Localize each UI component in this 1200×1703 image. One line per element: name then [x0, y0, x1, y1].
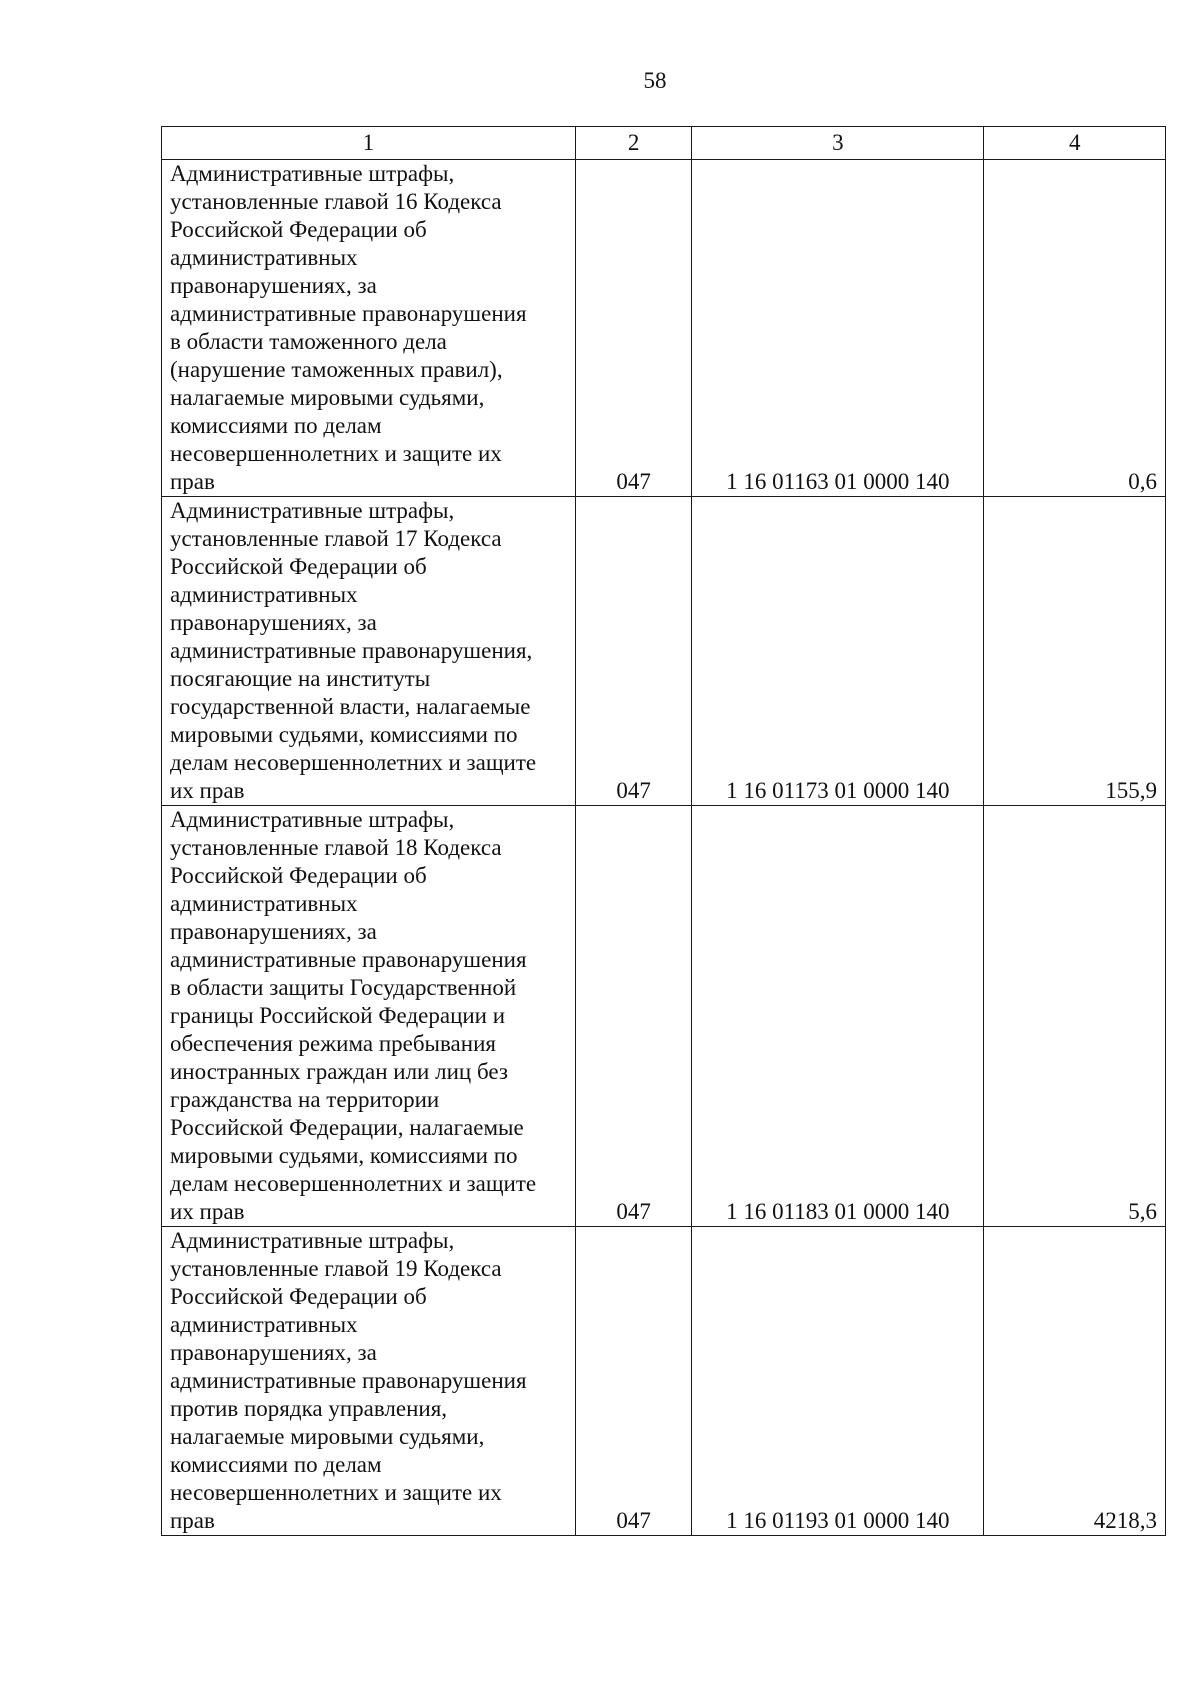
row-kbk-code: 1 16 01193 01 0000 140 — [692, 1227, 984, 1536]
row-admin-code: 047 — [575, 806, 692, 1227]
budget-revenue-table — [161, 126, 1166, 1536]
row-admin-code: 047 — [575, 1227, 692, 1536]
column-header-3: 3 — [692, 127, 984, 160]
row-kbk-code: 1 16 01173 01 0000 140 — [692, 497, 984, 806]
table-row — [162, 497, 1166, 806]
column-header-1: 1 — [162, 127, 576, 160]
page-number: 58 — [643, 68, 667, 93]
row-amount: 155,9 — [984, 497, 1166, 806]
table-row — [162, 1227, 1166, 1536]
table-row — [162, 160, 1166, 497]
row-kbk-code: 1 16 01183 01 0000 140 — [692, 806, 984, 1227]
row-description: Административные штрафы, установленные главой 17 Кодекса Российской Федерации об административных правонарушениях, за административные правонарушения, посягающие на институты государственной власти, налагаемые мировыми судьями, комиссиями по делам несовершеннолетних и защите их прав — [162, 497, 576, 806]
row-admin-code: 047 — [575, 497, 692, 806]
row-amount: 0,6 — [984, 160, 1166, 497]
column-header-2: 2 — [575, 127, 692, 160]
row-kbk-code: 1 16 01163 01 0000 140 — [692, 160, 984, 497]
row-admin-code: 047 — [575, 160, 692, 497]
row-amount: 5,6 — [984, 806, 1166, 1227]
row-amount: 4218,3 — [984, 1227, 1166, 1536]
table-header-row — [162, 127, 1166, 160]
row-description: Административные штрафы, установленные главой 16 Кодекса Российской Федерации об административных правонарушениях, за административные правонарушения в области таможенного дела (нарушение таможенных правил), налагаемые мировыми судьями, комиссиями по делам несовершеннолетних и защите их прав — [162, 160, 576, 497]
column-header-4: 4 — [984, 127, 1166, 160]
row-description: Административные штрафы, установленные главой 19 Кодекса Российской Федерации об административных правонарушениях, за административные правонарушения против порядка управления, налагаемые мировыми судьями, комиссиями по делам несовершеннолетних и защите их прав — [162, 1227, 576, 1536]
table-row — [162, 806, 1166, 1227]
row-description: Административные штрафы, установленные главой 18 Кодекса Российской Федерации об административных правонарушениях, за административные правонарушения в области защиты Государственной границы Российской Федерации и обеспечения режима пребывания иностранных граждан или лиц без гражданства на территории Российской Федерации, налагаемые мировыми судьями, комиссиями по делам несовершеннолетних и защите их прав — [162, 806, 576, 1227]
